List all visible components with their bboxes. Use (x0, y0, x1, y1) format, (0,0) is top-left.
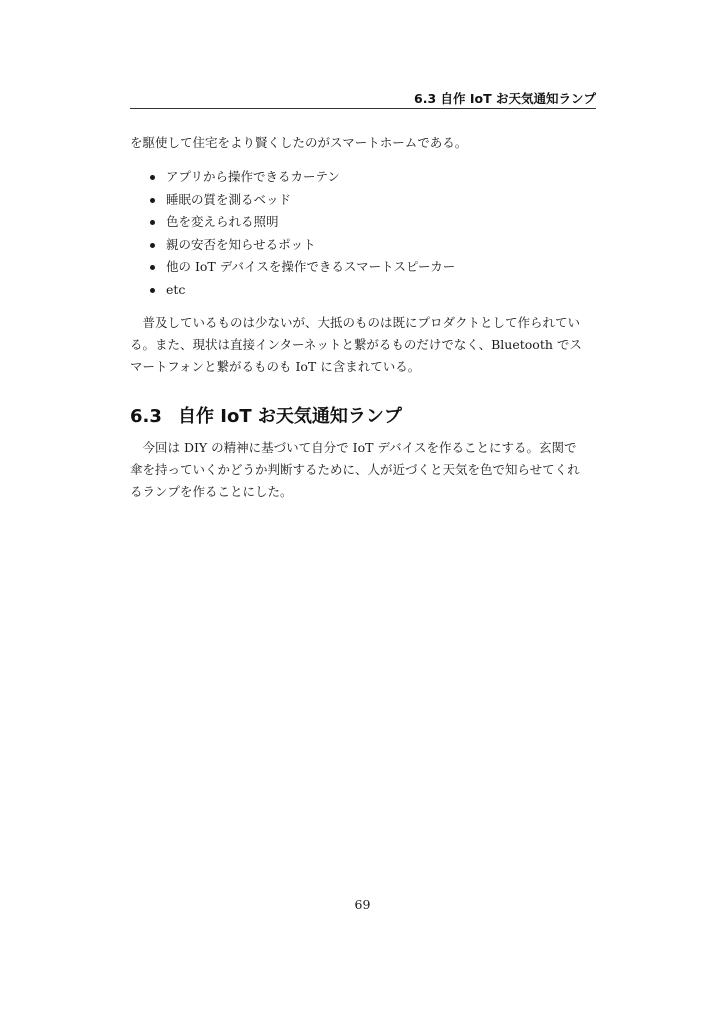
running-header-title: 6.3 自作 IoT お天気通知ランプ (414, 91, 596, 106)
list-item-text: etc (166, 281, 186, 297)
list-item-text: 色を変えられる照明 (166, 214, 279, 230)
list-item (150, 189, 455, 212)
list-item-text: 他の IoT デバイスを操作できるスマートスピーカー (166, 259, 456, 275)
paragraph-line: マートフォンと繋がるものも IoT に含まれている。 (130, 359, 421, 374)
section-number: 6.3 (130, 406, 162, 427)
list-item-text: 親の安否を知らせるポット (166, 236, 316, 252)
bullet-icon (150, 220, 155, 225)
list-item-text: 睡眠の質を測るベッド (166, 191, 292, 207)
bullet-icon (150, 198, 155, 203)
section-title: 自作 IoT お天気通知ランプ (178, 406, 402, 427)
body-paragraph-1 (130, 312, 600, 378)
bullet-icon (150, 175, 155, 180)
paragraph-line: 今回は DIY の精神に基づいて自分で IoT デバイスを作ることにする。玄関で (130, 440, 577, 455)
list-item (150, 234, 455, 257)
paragraph-line: るランプを作ることにした。 (130, 484, 293, 499)
list-item (150, 166, 455, 189)
paragraph-line: 普及しているものは少ないが、大抵のものは既にプロダクトとして作られてい (130, 315, 581, 330)
list-item (150, 256, 455, 279)
list-item-text: アプリから操作できるカーテン (166, 169, 340, 184)
bullet-icon (150, 243, 155, 248)
bullet-icon (150, 288, 155, 293)
page-number: 69 (354, 897, 371, 912)
list-item (150, 279, 455, 302)
feature-bullet-list (150, 166, 455, 302)
list-item (150, 211, 455, 234)
section-heading (130, 402, 402, 428)
intro-paragraph: を駆使して住宅をより賢くしたのがスマートホームである。 (130, 135, 468, 150)
paragraph-line: る。また、現状は直接インターネットと繋がるものだけでなく、Bluetooth でス (130, 337, 582, 352)
running-header (130, 88, 596, 109)
bullet-icon (150, 265, 155, 270)
paragraph-line: 傘を持っていくかどうか判断するために、人が近づくと天気を色で知らせてくれ (130, 462, 580, 477)
body-paragraph-2 (130, 437, 600, 503)
